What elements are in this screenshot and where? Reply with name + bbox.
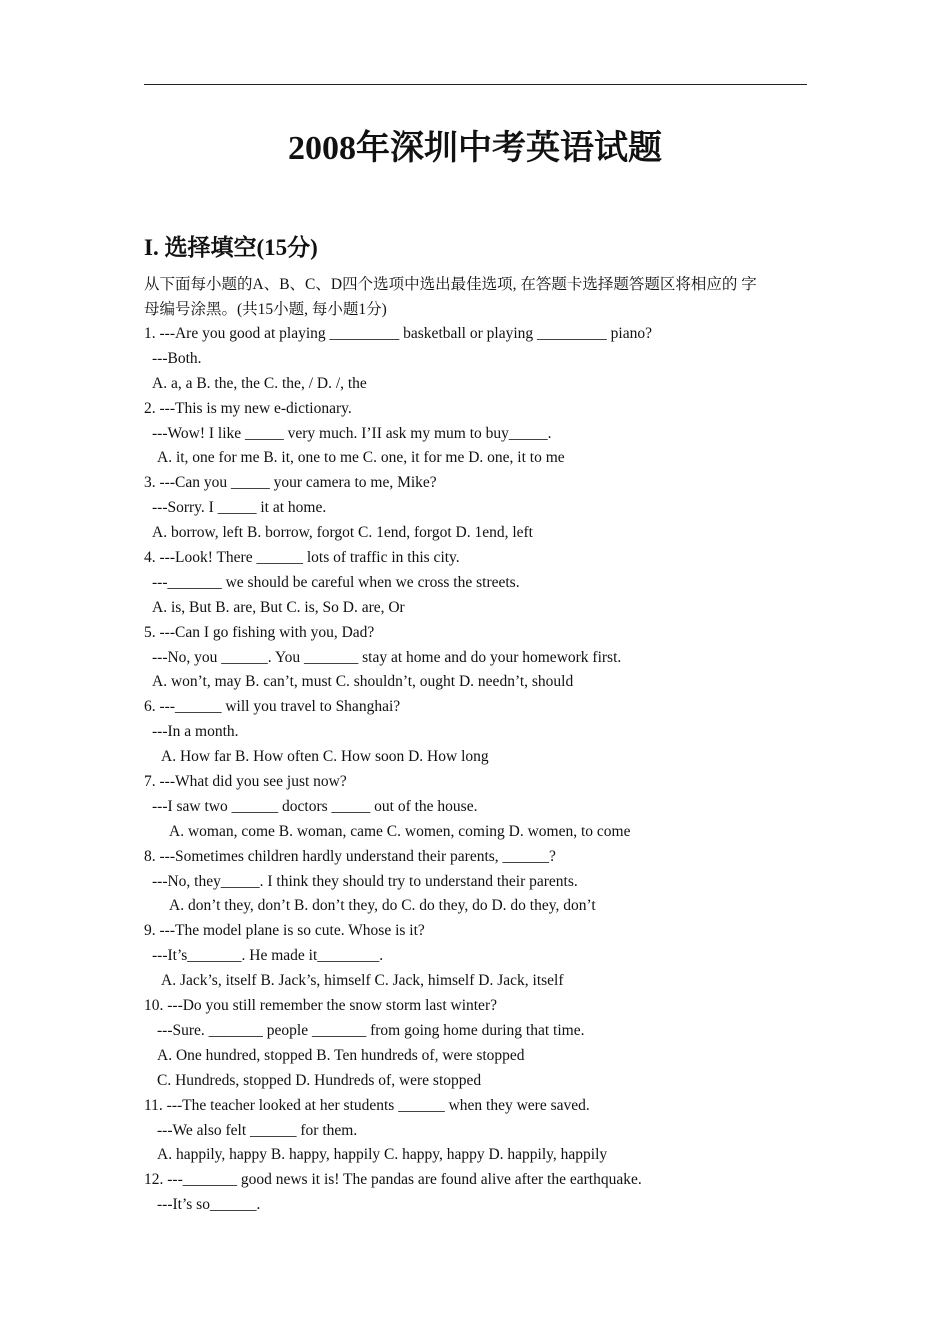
question-line: A. How far B. How often C. How soon D. How long xyxy=(161,748,489,766)
question-line: A. won’t, may B. can’t, must C. shouldn’t, ought D. needn’t, should xyxy=(152,673,574,691)
question-stem-line: 9. ---The model plane is so cute. Whose is it? xyxy=(144,922,425,940)
question-line: ---We also felt ______ for them. xyxy=(157,1121,358,1139)
question-stem-line: 5. ---Can I go fishing with you, Dad? xyxy=(144,623,375,641)
question-stem-line: 12. ---_______ good news it is! The pandas are found alive after the earthquake. xyxy=(144,1171,642,1189)
question-line: A. a, a B. the, the C. the, / D. /, the xyxy=(152,374,367,392)
question-line: ---It’s so______. xyxy=(157,1196,261,1214)
question-line: C. Hundreds, stopped D. Hundreds of, were stopped xyxy=(157,1071,482,1089)
question-line: ---It’s_______. He made it________. xyxy=(152,947,384,965)
question-line: A. Jack’s, itself B. Jack’s, himself C. Jack, himself D. Jack, itself xyxy=(161,972,564,990)
question-stem-line: 10. ---Do you still remember the snow storm last winter? xyxy=(144,997,497,1015)
question-line: ---_______ we should be careful when we cross the streets. xyxy=(152,573,520,591)
question-line: A. happily, happy B. happy, happily C. happy, happy D. happily, happily xyxy=(157,1146,608,1164)
question-line: ---I saw two ______ doctors _____ out of the house. xyxy=(152,797,478,815)
question-line: A. don’t they, don’t B. don’t they, do C. do they, do D. do they, don’t xyxy=(169,897,596,915)
question-stem-line: 3. ---Can you _____ your camera to me, Mike? xyxy=(144,474,437,492)
question-line: ---Sure. _______ people _______ from going home during that time. xyxy=(157,1021,585,1039)
question-stem-line: 2. ---This is my new e-dictionary. xyxy=(144,399,352,417)
question-stem-line: 6. ---______ will you travel to Shanghai? xyxy=(144,698,401,716)
instruction-line: 母编号涂黑。(共15小题, 每小题1分) xyxy=(144,301,387,318)
page-title: 2008年深圳中考英语试题 xyxy=(288,130,662,167)
question-line: ---No, they_____. I think they should try to understand their parents. xyxy=(152,872,578,890)
question-line: A. woman, come B. woman, came C. women, coming D. women, to come xyxy=(169,822,631,840)
question-line: ---No, you ______. You _______ stay at home and do your homework first. xyxy=(152,648,622,666)
instruction-line: 从下面每小题的A、B、C、D四个选项中选出最佳选项, 在答题卡选择题答题区将相应的 字 xyxy=(144,276,757,293)
section-heading: I. 选择填空(15分) xyxy=(144,235,318,260)
section-instructions xyxy=(144,272,808,322)
question-line: A. One hundred, stopped B. Ten hundreds of, were stopped xyxy=(157,1046,525,1064)
question-stem-line: 8. ---Sometimes children hardly understand their parents, ______? xyxy=(144,847,556,865)
question-line: ---In a month. xyxy=(152,723,239,741)
question-line: ---Sorry. I _____ it at home. xyxy=(152,499,327,517)
header-rule xyxy=(144,84,807,85)
question-stem-line: 1. ---Are you good at playing _________ basketball or playing _________ piano? xyxy=(144,325,652,342)
question-stem-line: 7. ---What did you see just now? xyxy=(144,773,347,791)
question-line: A. it, one for me B. it, one to me C. one, it for me D. one, it to me xyxy=(157,449,565,467)
question-stem-line: 4. ---Look! There ______ lots of traffic in this city. xyxy=(144,549,460,567)
question-line: ---Wow! I like _____ very much. I’II ask my mum to buy_____. xyxy=(152,424,552,442)
question-line: ---Both. xyxy=(152,349,202,367)
question-line: A. borrow, left B. borrow, forgot C. 1end, forgot D. 1end, left xyxy=(152,524,533,542)
question-list xyxy=(144,322,808,1218)
question-stem-line: 11. ---The teacher looked at her students ______ when they were saved. xyxy=(144,1096,590,1114)
question-line: A. is, But B. are, But C. is, So D. are, Or xyxy=(152,598,405,616)
